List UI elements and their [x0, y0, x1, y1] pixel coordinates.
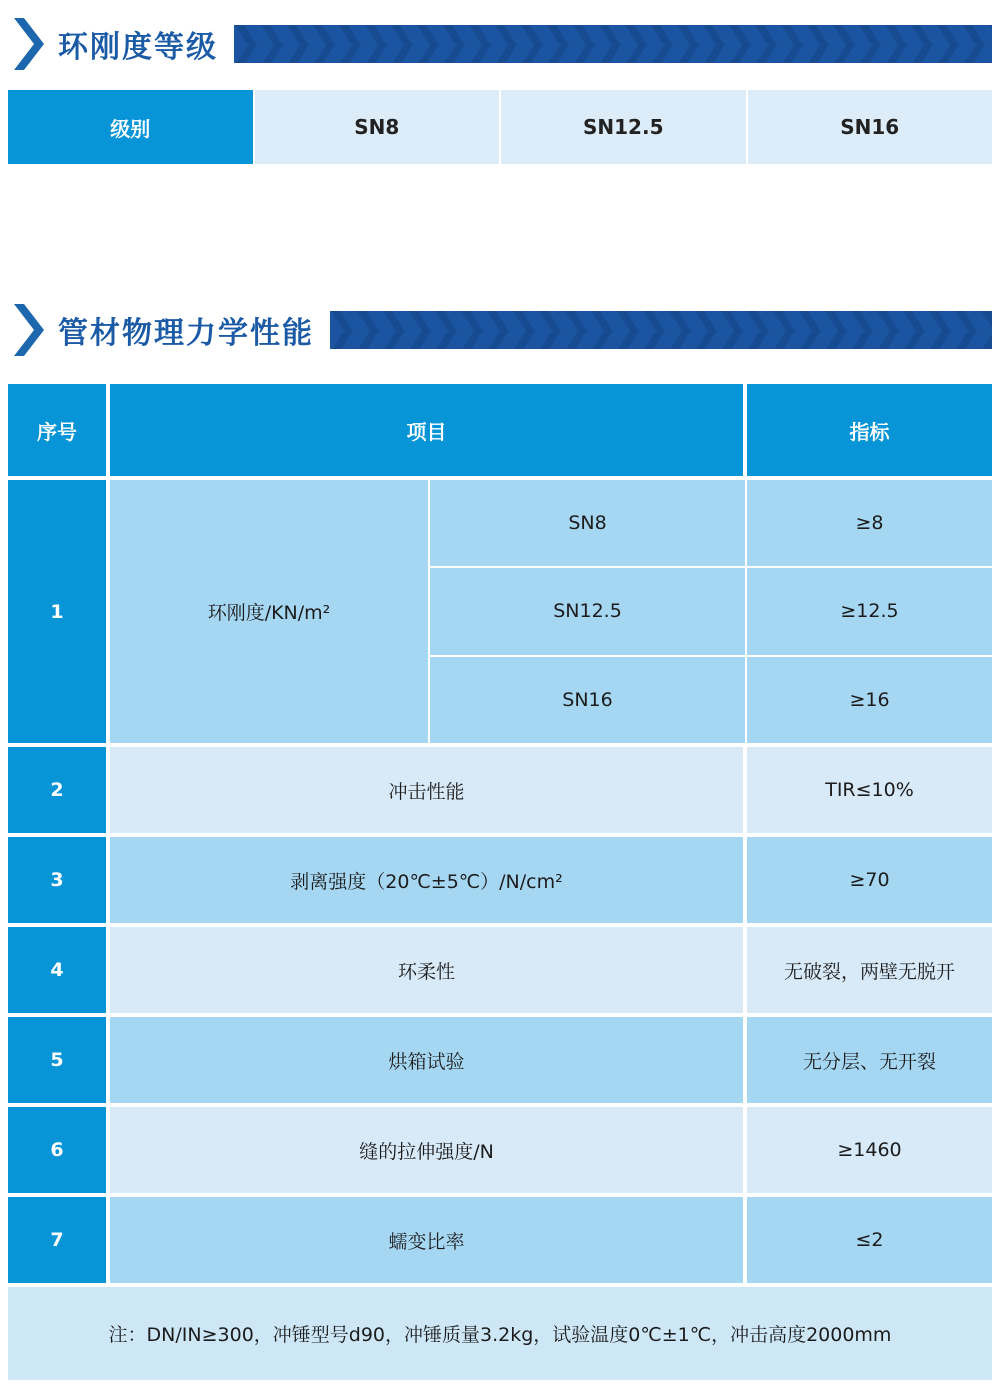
chevron-right-icon [12, 303, 46, 357]
sub-row-grade: SN12.5 [430, 568, 745, 654]
row-index: 2 [8, 747, 106, 833]
grade-cell-sn125: SN12.5 [501, 90, 746, 164]
row-indicator: ≥70 [747, 837, 992, 923]
table-row [8, 480, 992, 743]
row-index: 3 [8, 837, 106, 923]
section-title: 环刚度等级 [58, 30, 218, 65]
chevron-pattern-bar [234, 25, 992, 63]
sub-row-indicator: ≥16 [747, 657, 992, 743]
row-index: 7 [8, 1197, 106, 1283]
row-indicator: ≤2 [747, 1197, 992, 1283]
row-item-label: 环刚度/KN/m² [110, 480, 428, 743]
row-index: 5 [8, 1017, 106, 1103]
row-index: 1 [8, 480, 106, 743]
table-row [8, 837, 992, 923]
header-cell-item: 项目 [110, 384, 743, 476]
section-header-physical-properties [12, 302, 992, 358]
table-row [8, 1197, 992, 1283]
row-indicator: 无分层、无开裂 [747, 1017, 992, 1103]
sub-row-grade: SN8 [430, 480, 745, 566]
row-indicator: 无破裂，两壁无脱开 [747, 927, 992, 1013]
grade-table [8, 90, 992, 164]
row-item-label: 冲击性能 [110, 747, 743, 833]
section-header-ring-stiffness [12, 16, 992, 72]
sub-row-grade: SN16 [430, 657, 745, 743]
row-index: 6 [8, 1107, 106, 1193]
grade-cell-sn8: SN8 [255, 90, 500, 164]
row-item-label: 剥离强度（20℃±5℃）/N/cm² [110, 837, 743, 923]
section-title: 管材物理力学性能 [58, 316, 314, 351]
table-row [8, 1017, 992, 1103]
grade-cell-sn16: SN16 [748, 90, 993, 164]
row-item-label: 蠕变比率 [110, 1197, 743, 1283]
row-item-label: 缝的拉伸强度/N [110, 1107, 743, 1193]
row-item-label: 环柔性 [110, 927, 743, 1013]
ring-stiffness-subtable [110, 480, 992, 743]
row-item-label: 烘箱试验 [110, 1017, 743, 1103]
table-row [8, 747, 992, 833]
header-cell-indicator: 指标 [747, 384, 992, 476]
grade-table-row-header: 级别 [8, 90, 253, 164]
header-cell-index: 序号 [8, 384, 106, 476]
row-indicator: TIR≤10% [747, 747, 992, 833]
table-note: 注：DN/IN≥300，冲锤型号d90，冲锤质量3.2kg，试验温度0℃±1℃，冲击高度2000mm [8, 1287, 992, 1380]
table-header-row [8, 384, 992, 476]
row-index: 4 [8, 927, 106, 1013]
table-row [8, 1107, 992, 1193]
sub-row-indicator: ≥12.5 [747, 568, 992, 654]
table-row [8, 927, 992, 1013]
sub-row-indicator: ≥8 [747, 480, 992, 566]
properties-table [8, 384, 992, 1380]
row-indicator: ≥1460 [747, 1107, 992, 1193]
chevron-right-icon [12, 17, 46, 71]
chevron-pattern-bar [330, 311, 992, 349]
